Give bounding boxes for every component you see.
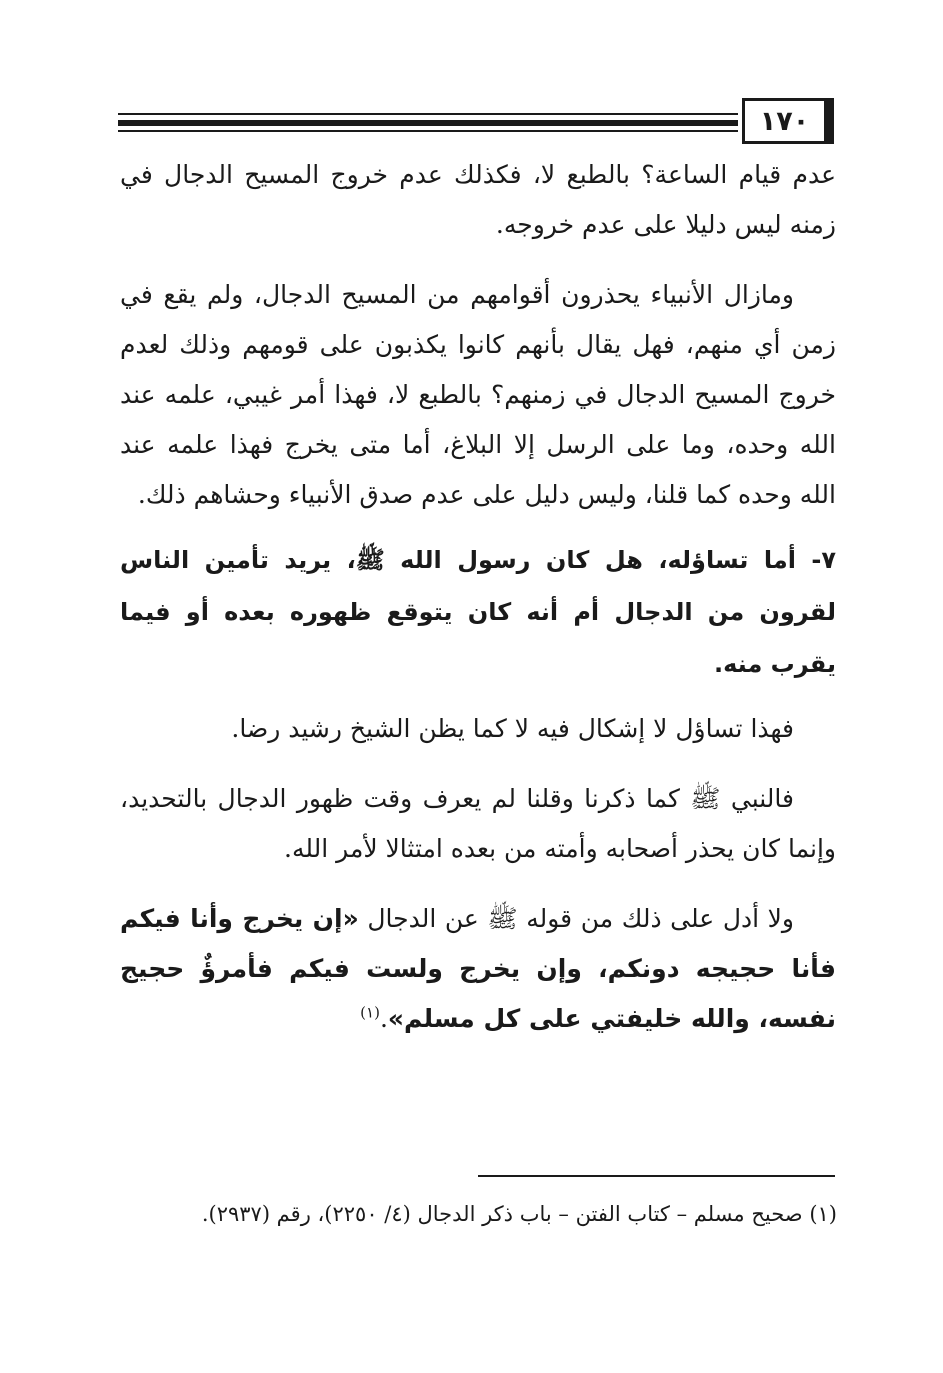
header-rule-bottom (118, 130, 738, 132)
paragraph-4: فالنبي ﷺ كما ذكرنا وقلنا لم يعرف وقت ظهور الدجال بالتحديد، وإنما كان يحذر أصحابه وأمته من بعده امتثالا لأمر الله. (120, 784, 836, 863)
paragraph-1: عدم قيام الساعة؟ بالطبع لا، فكذلك عدم خروج المسيح الدجال في زمنه ليس دليلا على عدم خروجه. (120, 160, 836, 239)
footnote: (١) صحيح مسلم – كتاب الفتن – باب ذكر الدجال (٤/ ٢٢٥٠)، رقم (٢٩٣٧). (201, 1202, 837, 1226)
paragraph-2: ومازال الأنبياء يحذرون أقوامهم من المسيح الدجال، ولم يقع في زمن أي منهم، فهل يقال بأنهم كانوا يكذبون على قومهم وذلك لعدم خروج المسيح الدجال في زمنهم؟ بالطبع لا، فهذا أمر غيبي، علمه عند الله وحده، وما على الرسل إلا البلاغ، أما متى يخرج فهذا علمه عند الله وحده كما قلنا، وليس دليل على عدم صدق الأنبياء وحشاهم ذلك. (120, 280, 836, 509)
header-rule-top (118, 113, 738, 115)
paragraph-5 (120, 894, 836, 1044)
page-header (118, 98, 834, 146)
page-number-text: ١٧٠ (759, 105, 810, 137)
hadith-quote: «إن يخرج وأنا فيكم فأنا حجيجه دونكم، وإن يخرج ولست فيكم فأمرؤٌ حجيج نفسه، والله خليفتي على كل مسلم» (120, 904, 836, 1033)
section-heading: ٧- أما تساؤله، هل كان رسول الله ﷺ، يريد تأمين الناس لقرون من الدجال أم أنه كان يتوقع ظهوره بعده أو فيما يقرب منه. (120, 546, 836, 678)
page-body (120, 150, 836, 1044)
footnote-divider (478, 1175, 835, 1177)
paragraph-5-end: . (379, 1004, 388, 1033)
footnote-reference: (١) (360, 1003, 380, 1022)
paragraph-3: فهذا تساؤل لا إشكال فيه لا كما يظن الشيخ رشيد رضا. (231, 714, 794, 743)
header-rule-thick (118, 120, 738, 126)
page-number (742, 98, 834, 144)
paragraph-5-intro: ولا أدل على ذلك من قوله ﷺ عن الدجال (358, 904, 794, 933)
